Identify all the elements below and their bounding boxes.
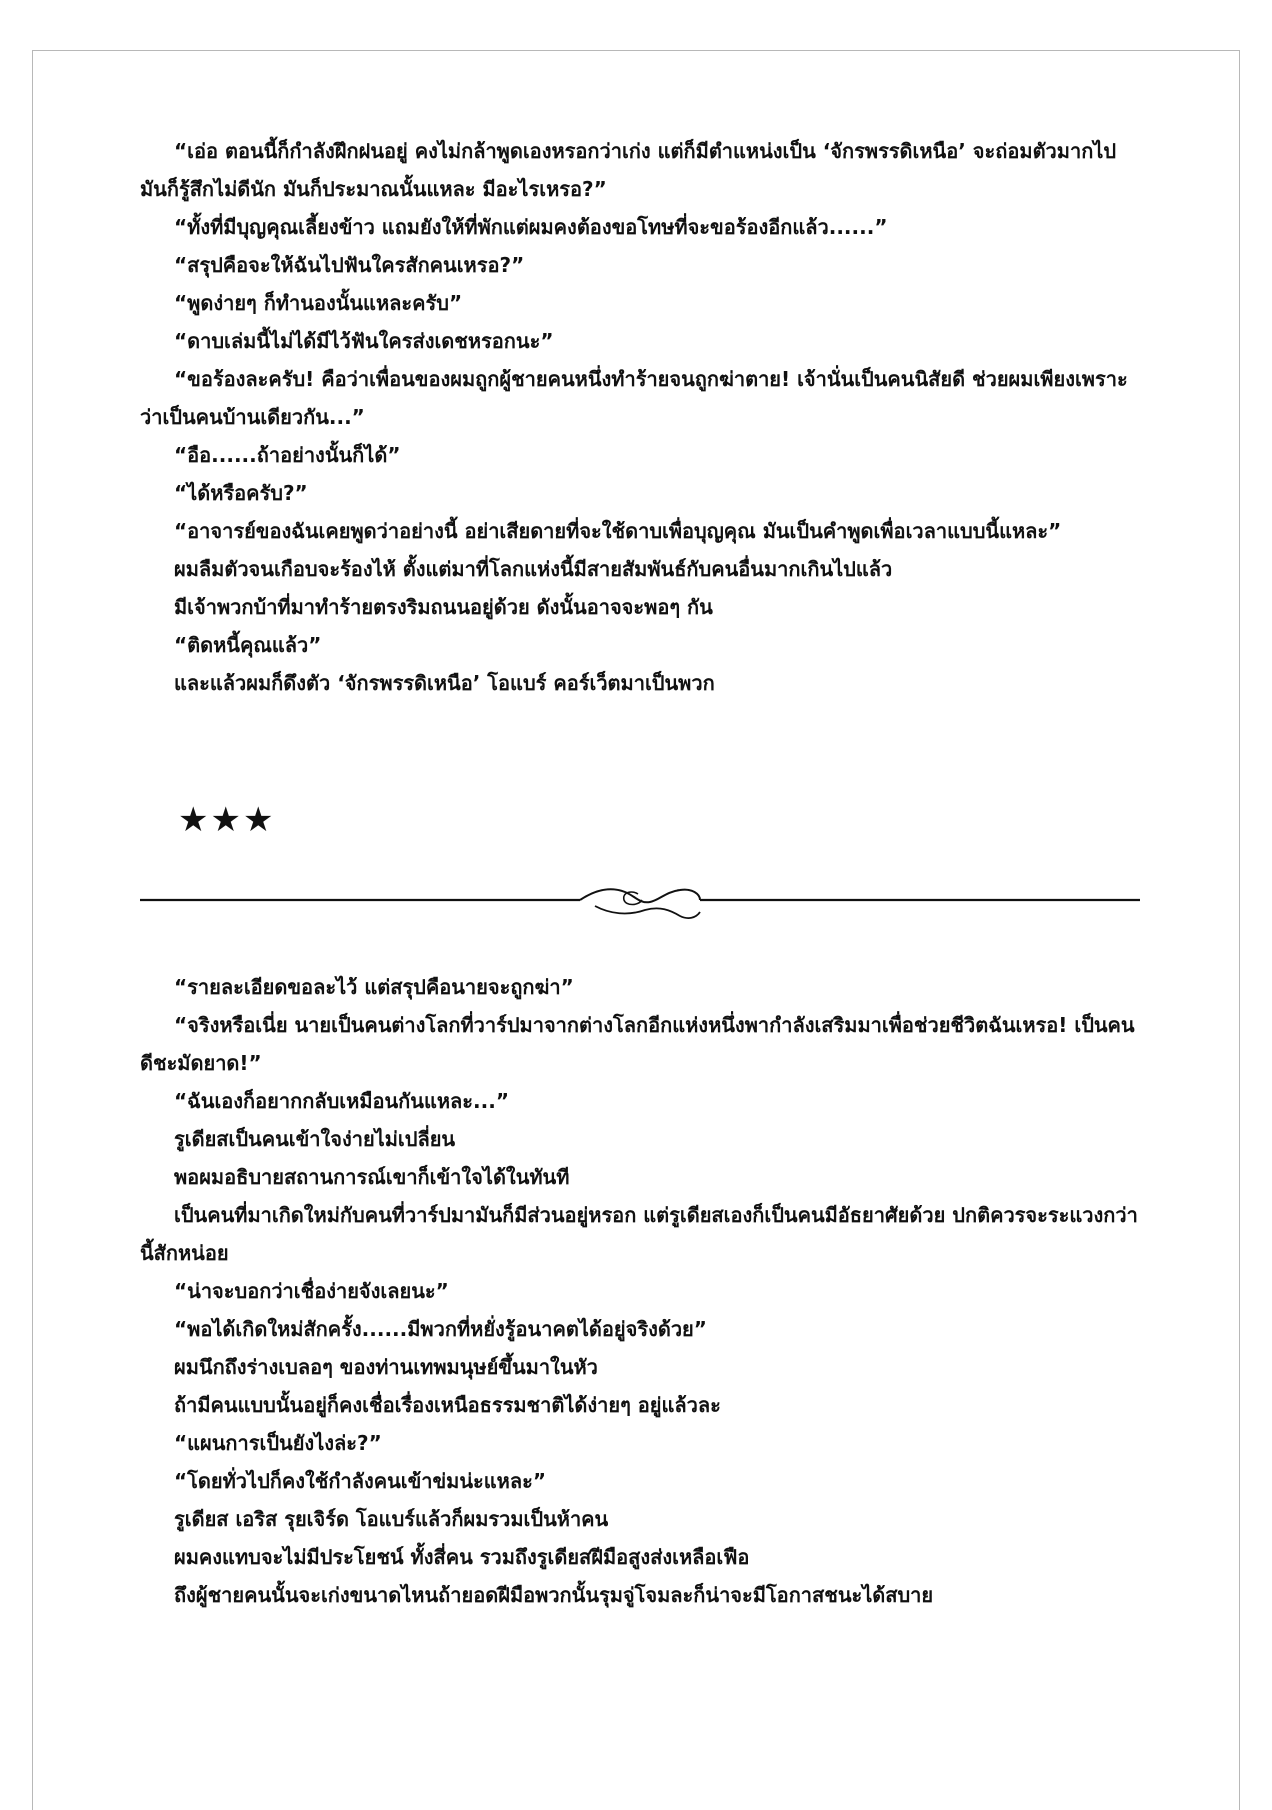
paragraph: “สรุปคือจะให้ฉันไปฟันใครสักคนเหรอ?”: [174, 253, 525, 277]
paragraph: “รายละเอียดขอละไว้ แต่สรุปคือนายจะถูกฆ่า”: [174, 975, 574, 999]
paragraph: “น่าจะบอกว่าเชื่อง่ายจังเลยนะ”: [174, 1279, 449, 1303]
paragraph: “พอได้เกิดใหม่สักครั้ง......มีพวกที่หยั่งรู้อนาคตได้อยู่จริงด้วย”: [174, 1317, 707, 1341]
paragraph: รูเดียสเป็นคนเข้าใจง่ายไม่เปลี่ยน: [174, 1127, 456, 1151]
paragraph: ถึงผู้ชายคนนั้นจะเก่งขนาดไหนถ้ายอดฝีมือพวกนั้นรุมจู่โจมละก็น่าจะมีโอกาสชนะได้สบาย: [174, 1583, 934, 1607]
flourish-divider-icon: [140, 872, 1140, 932]
scene-break-stars: ★★★: [178, 800, 276, 840]
bottom-text-section: [140, 968, 1140, 1614]
paragraph: “จริงหรือเนี่ย นายเป็นคนต่างโลกที่วาร์ปมาจากต่างโลกอีกแห่งหนึ่งพากำลังเสริมมาเพื่อช่วยชีวิตฉันเหรอ! เป็นคนดีชะมัดยาด!”: [140, 1013, 1135, 1075]
paragraph: เป็นคนที่มาเกิดใหม่กับคนที่วาร์ปมามันก็มีส่วนอยู่หรอก แต่รูเดียสเองก็เป็นคนมีอัธยาศัยด้วย ปกติควรจะระแวงกว่านี้สักหน่อย: [140, 1203, 1138, 1265]
paragraph: “ฉันเองก็อยากกลับเหมือนกันแหละ...”: [174, 1089, 509, 1113]
paragraph: “ดาบเล่มนี้ไม่ได้มีไว้ฟันใครส่งเดชหรอกนะ”: [174, 329, 554, 353]
top-text-section: [140, 132, 1140, 702]
paragraph: ถ้ามีคนแบบนั้นอยู่ก็คงเชื่อเรื่องเหนือธรรมชาติได้ง่ายๆ อยู่แล้วละ: [174, 1393, 721, 1417]
paragraph: ผมลืมตัวจนเกือบจะร้องไห้ ตั้งแต่มาที่โลกแห่งนี้มีสายสัมพันธ์กับคนอื่นมากเกินไปแล้ว: [174, 557, 893, 581]
divider-flourish: [580, 889, 700, 902]
paragraph: “เอ่อ ตอนนี้ก็กำลังฝึกฝนอยู่ คงไม่กล้าพูดเองหรอกว่าเก่ง แต่ก็มีตำแหน่งเป็น ‘จักรพรรดิเหนือ’ จะถ่อมตัวมากไปมันก็รู้สึกไม่ดีนัก มันก็ประมาณนั้นแหละ มีอะไรเหรอ?”: [140, 139, 1117, 201]
paragraph: และแล้วผมก็ดึงตัว ‘จักรพรรดิเหนือ’ โอแบร์ คอร์เว็ตมาเป็นพวก: [174, 671, 715, 695]
paragraph: ผมคงแทบจะไม่มีประโยชน์ ทั้งสี่คน รวมถึงรูเดียสฝีมือสูงส่งเหลือเฟือ: [174, 1545, 750, 1569]
paragraph: “ขอร้องละครับ! คือว่าเพื่อนของผมถูกผู้ชายคนหนึ่งทำร้ายจนถูกฆ่าตาย! เจ้านั่นเป็นคนนิสัยดี ช่วยผมเพียงเพราะว่าเป็นคนบ้านเดียวกัน...”: [140, 367, 1128, 429]
paragraph: พอผมอธิบายสถานการณ์เขาก็เข้าใจได้ในทันที: [174, 1165, 570, 1189]
paragraph: “พูดง่ายๆ ก็ทำนองนั้นแหละครับ”: [174, 291, 463, 315]
paragraph: “ได้หรือครับ?”: [174, 481, 308, 505]
divider-curl: [595, 906, 700, 918]
divider-swirl: [624, 892, 642, 905]
paragraph: รูเดียส เอริส รุยเจิร์ด โอแบร์แล้วก็ผมรวมเป็นห้าคน: [174, 1507, 609, 1531]
paragraph: “ทั้งที่มีบุญคุณเลี้ยงข้าว แถมยังให้ที่พักแต่ผมคงต้องขอโทษที่จะขอร้องอีกแล้ว......”: [174, 215, 888, 239]
paragraph: “โดยทั่วไปก็คงใช้กำลังคนเข้าข่มน่ะแหละ”: [174, 1469, 546, 1493]
paragraph: มีเจ้าพวกบ้าที่มาทำร้ายตรงริมถนนอยู่ด้วย ดังนั้นอาจจะพอๆ กัน: [174, 595, 713, 619]
paragraph: “อาจารย์ของฉันเคยพูดว่าอย่างนี้ อย่าเสียดายที่จะใช้ดาบเพื่อบุญคุณ มันเป็นคำพูดเพื่อเวลาแบบนี้แหละ”: [174, 519, 1062, 543]
paragraph: ผมนึกถึงร่างเบลอๆ ของท่านเทพมนุษย์ขึ้นมาในหัว: [174, 1355, 598, 1379]
paragraph: “แผนการเป็นยังไงล่ะ?”: [174, 1431, 382, 1455]
paragraph: “ติดหนี้คุณแล้ว”: [174, 633, 322, 657]
paragraph: “อือ......ถ้าอย่างนั้นก็ได้”: [174, 443, 401, 467]
